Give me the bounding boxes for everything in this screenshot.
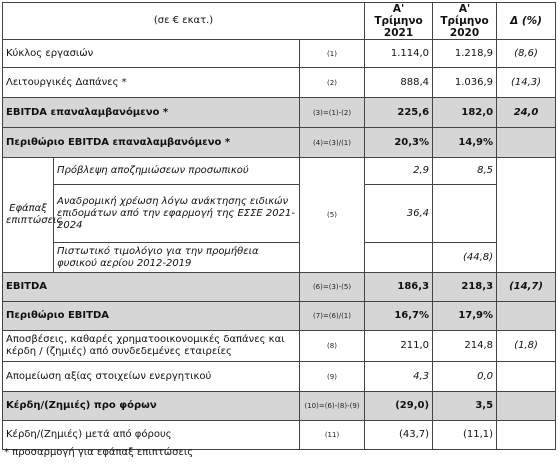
value-2021: 2,9 bbox=[365, 158, 433, 185]
value-2020: (11,1) bbox=[433, 421, 497, 450]
value-2020: (44,8) bbox=[433, 243, 497, 273]
value-change bbox=[497, 158, 556, 273]
value-2020: 17,9% bbox=[433, 302, 497, 331]
value-2020: 1.036,9 bbox=[433, 68, 497, 98]
value-2020: 8,5 bbox=[433, 158, 497, 185]
value-2021: 20,3% bbox=[365, 128, 433, 158]
value-change bbox=[497, 362, 556, 392]
row-label: Αναδρομική χρέωση λόγω ανάκτησης ειδικών επιδομάτων από την εφαρμογή της ΕΣΣΕ 2021-2024 bbox=[54, 185, 300, 243]
value-2021: (43,7) bbox=[365, 421, 433, 450]
header-change: Δ (%) bbox=[497, 3, 556, 40]
value-2020: 182,0 bbox=[433, 98, 497, 128]
row-label: EBITDA bbox=[3, 273, 300, 302]
value-2020: 14,9% bbox=[433, 128, 497, 158]
value-2021: 1.114,0 bbox=[365, 40, 433, 68]
row-ref: (8) bbox=[300, 331, 365, 362]
value-change bbox=[497, 128, 556, 158]
row-ref: (11) bbox=[300, 421, 365, 450]
table-row bbox=[3, 158, 556, 185]
value-2021: 888,4 bbox=[365, 68, 433, 98]
table-row bbox=[3, 421, 556, 450]
value-2021: 16,7% bbox=[365, 302, 433, 331]
row-label: Λειτουργικές Δαπάνες * bbox=[3, 68, 300, 98]
header-2020: Α' Τρίμηνο 2020 bbox=[433, 3, 497, 40]
row-ref: (9) bbox=[300, 362, 365, 392]
table-row bbox=[3, 68, 556, 98]
row-ref: (5) bbox=[300, 158, 365, 273]
value-2021: 4,3 bbox=[365, 362, 433, 392]
row-label: Αποσβέσεις, καθαρές χρηματοοικονομικές δαπάνες και κέρδη / (ζημιές) από συνδεδεμένες εταιρείες bbox=[3, 331, 300, 362]
table-row bbox=[3, 243, 556, 273]
row-ref: (2) bbox=[300, 68, 365, 98]
row-label: Κύκλος εργασιών bbox=[3, 40, 300, 68]
value-change: (1,8) bbox=[497, 331, 556, 362]
value-2021: 186,3 bbox=[365, 273, 433, 302]
value-2020: 1.218,9 bbox=[433, 40, 497, 68]
row-ref: (7)=(6)/(1) bbox=[300, 302, 365, 331]
row-label: Απομείωση αξίας στοιχείων ενεργητικού bbox=[3, 362, 300, 392]
one-off-group-label: Εφάπαξ επιπτώσεις bbox=[3, 158, 54, 273]
row-label: Κέρδη/(Ζημιές) προ φόρων bbox=[3, 392, 300, 421]
table-row bbox=[3, 331, 556, 362]
value-2020 bbox=[433, 185, 497, 243]
table-row bbox=[3, 185, 556, 243]
value-2020: 218,3 bbox=[433, 273, 497, 302]
value-change: (14,7) bbox=[497, 273, 556, 302]
row-label: Περιθώριο EBITDA επαναλαμβανόμενο * bbox=[3, 128, 300, 158]
value-2020: 214,8 bbox=[433, 331, 497, 362]
header-2021: Α' Τρίμηνο 2021 bbox=[365, 3, 433, 40]
row-label: EBITDA επαναλαμβανόμενο * bbox=[3, 98, 300, 128]
value-2021: 36,4 bbox=[365, 185, 433, 243]
value-2021 bbox=[365, 243, 433, 273]
financial-results-table bbox=[2, 2, 556, 450]
value-2021: 225,6 bbox=[365, 98, 433, 128]
value-2020: 0,0 bbox=[433, 362, 497, 392]
row-ref: (1) bbox=[300, 40, 365, 68]
row-ref: (3)=(1)-(2) bbox=[300, 98, 365, 128]
footnote: * προσαρμογή για εφάπαξ επιπτώσεις bbox=[4, 447, 194, 458]
row-label: Πιστωτικό τιμολόγιο για την προμήθεια φυσικού αερίου 2012-2019 bbox=[54, 243, 300, 273]
header-units: (σε € εκατ.) bbox=[3, 3, 365, 40]
value-change bbox=[497, 421, 556, 450]
table-row bbox=[3, 98, 556, 128]
header-row bbox=[3, 3, 556, 40]
table-row bbox=[3, 273, 556, 302]
value-change: 24,0 bbox=[497, 98, 556, 128]
row-ref: (6)=(3)-(5) bbox=[300, 273, 365, 302]
table-row bbox=[3, 362, 556, 392]
value-2021: (29,0) bbox=[365, 392, 433, 421]
value-change: (8,6) bbox=[497, 40, 556, 68]
row-label: Κέρδη/(Ζημιές) μετά από φόρους bbox=[3, 421, 300, 450]
value-change bbox=[497, 302, 556, 331]
value-change bbox=[497, 392, 556, 421]
row-ref: (4)=(3)/(1) bbox=[300, 128, 365, 158]
value-2020: 3,5 bbox=[433, 392, 497, 421]
row-label: Πρόβλεψη αποζημιώσεων προσωπικού bbox=[54, 158, 300, 185]
table-row bbox=[3, 40, 556, 68]
row-label: Περιθώριο EBITDA bbox=[3, 302, 300, 331]
table-row bbox=[3, 392, 556, 421]
value-2021: 211,0 bbox=[365, 331, 433, 362]
table-row bbox=[3, 128, 556, 158]
value-change: (14,3) bbox=[497, 68, 556, 98]
row-ref: (10)=(6)-(8)-(9) bbox=[300, 392, 365, 421]
table-row bbox=[3, 302, 556, 331]
